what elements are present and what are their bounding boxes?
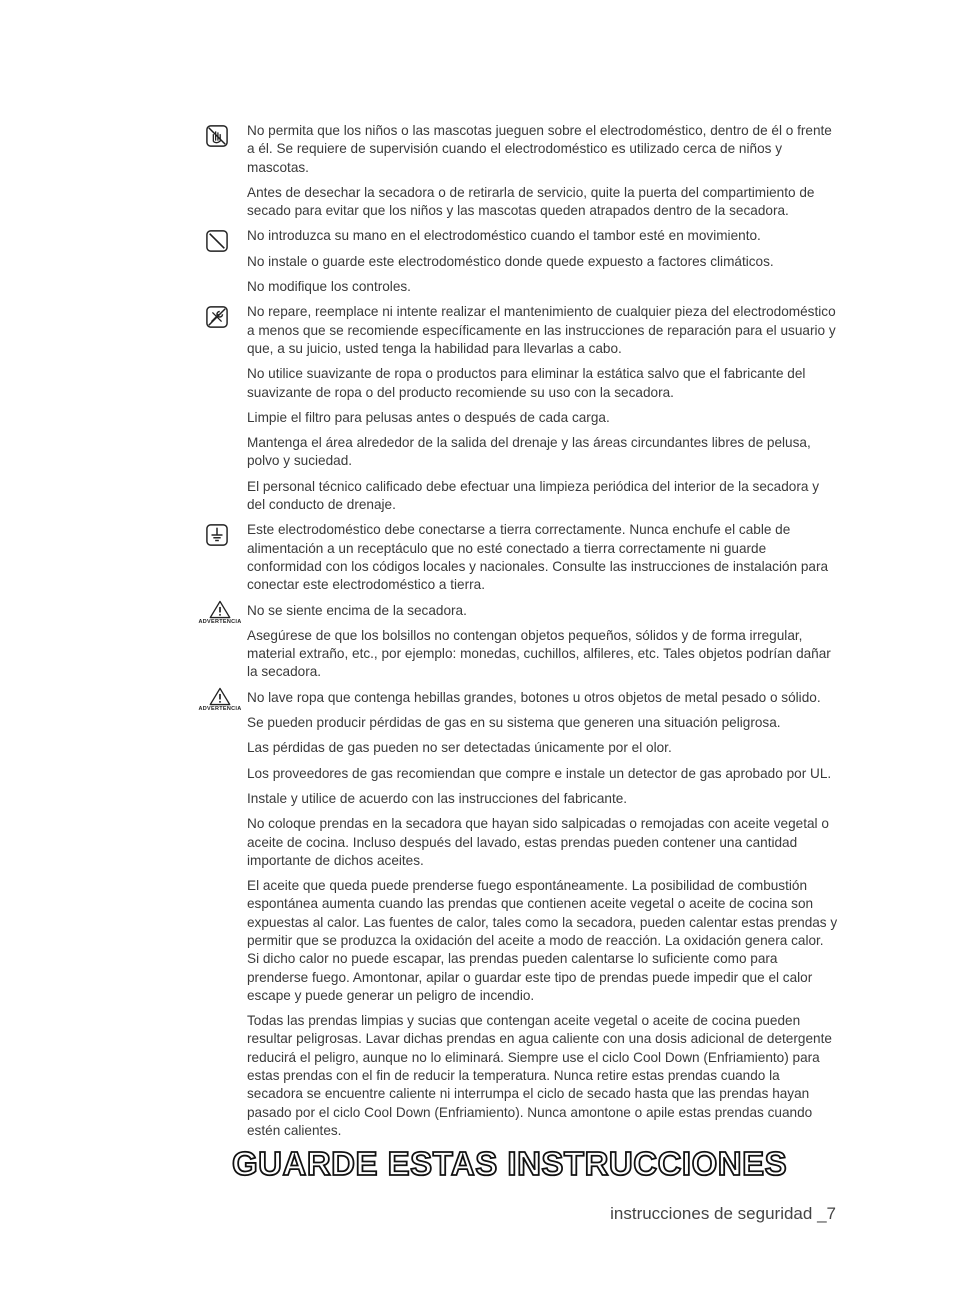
instruction-paragraph xyxy=(247,521,839,594)
paragraph-text: Los proveedores de gas recomiendan que compre e instale un detector de gas aprobado por UL. xyxy=(247,765,832,781)
warning-icon xyxy=(195,687,245,706)
instruction-paragraph xyxy=(247,790,839,808)
safety-instructions-body xyxy=(198,122,839,1147)
paragraph-text: Instale y utilice de acuerdo con las instrucciones del fabricante. xyxy=(247,790,628,806)
warning-badge xyxy=(195,687,245,712)
prohibited-icon xyxy=(206,230,228,252)
paragraph-text: No instale o guarde este electrodoméstico donde quede expuesto a factores climáticos. xyxy=(247,253,774,269)
paragraph-text: No utilice suavizante de ropa o productos para eliminar la estática salvo que el fabricante del suavizante de ropa o del producto recomiende su uso con la secadora. xyxy=(247,366,806,400)
paragraph-text: Todas las prendas limpias y sucias que contengan aceite vegetal o aceite de cocina pueden resultar peligrosas. Lavar dichas prendas en agua caliente con una dosis adicional de detergente reducirá el peligro, aunque no lo eliminará. Siempre use el ciclo Cool Down (Enfriamiento) para estas prendas con el fin de reducir la temperatura. Nunca retire estas prendas cuando la secadora se encuentre caliente ni interrumpa el ciclo de secado hasta que las prendas hayan pasado por el ciclo Cool Down (Enfriamiento). Nunca amontone o apile estas prendas cuando estén calientes. xyxy=(247,1013,832,1138)
instruction-paragraph xyxy=(247,627,839,682)
instruction-paragraph xyxy=(247,253,839,271)
warning-badge xyxy=(195,600,245,625)
ground-icon xyxy=(206,524,228,546)
paragraph-text: Limpie el filtro para pelusas antes o después de cada carga. xyxy=(247,409,610,425)
paragraph-text: Mantenga el área alrededor de la salida del drenaje y las áreas circundantes libres de pelusa, polvo y suciedad. xyxy=(247,435,811,469)
paragraph-text: No coloque prendas en la secadora que hayan sido salpicadas o remojadas con aceite vegetal o aceite de cocina. Incluso después del lavado, estas prendas pueden contener una cantidad importante de dichos aceites. xyxy=(247,816,829,868)
page-footer xyxy=(610,1204,836,1224)
paragraph-text: No lave ropa que contenga hebillas grandes, botones u otros objetos de metal pesado o sólido. xyxy=(247,689,821,705)
warning-label: ADVERTENCIA xyxy=(198,618,242,625)
paragraph-text: Las pérdidas de gas pueden no ser detectadas únicamente por el olor. xyxy=(247,740,672,756)
no-disassemble-icon xyxy=(206,306,228,328)
paragraph-text: No modifique los controles. xyxy=(247,279,411,295)
page-number: _7 xyxy=(817,1204,836,1223)
instruction-paragraph xyxy=(198,602,839,625)
no-touch-icon xyxy=(206,125,228,147)
warning-label: ADVERTENCIA xyxy=(198,705,242,712)
instruction-paragraph xyxy=(247,365,839,402)
paragraph-text: Este electrodoméstico debe conectarse a tierra correctamente. Nunca enchufe el cable de alimentación a un receptáculo que no esté conectado a tierra correctamente ni guarde conformidad con los códigos locales y nacionales. Consulte las instrucciones de instalación para conectar este electrodoméstico a tierra. xyxy=(247,522,829,593)
paragraph-text: No repare, reemplace ni intente realizar el mantenimiento de cualquier pieza del electrodoméstico a menos que se recomiende específicamente en las instrucciones de reparación para el usuario y que, a su juicio, usted tenga la habilidad para llevarlas a cabo. xyxy=(247,304,836,356)
paragraph-text: No se siente encima de la secadora. xyxy=(247,602,467,618)
instruction-paragraph xyxy=(247,434,839,471)
instruction-paragraph xyxy=(247,184,839,221)
footer-section-title: instrucciones de seguridad xyxy=(610,1204,813,1223)
instruction-paragraph xyxy=(247,278,839,296)
instruction-paragraph xyxy=(247,227,839,245)
instruction-paragraph xyxy=(247,1012,839,1140)
instruction-paragraph xyxy=(247,122,839,177)
instruction-paragraph xyxy=(247,815,839,870)
instruction-paragraph xyxy=(247,409,839,427)
paragraph-text: No introduzca su mano en el electrodoméstico cuando el tambor esté en movimiento. xyxy=(247,228,761,244)
instruction-paragraph xyxy=(247,714,839,732)
instruction-paragraph xyxy=(247,478,839,515)
instruction-paragraph xyxy=(247,739,839,757)
paragraph-text: No permita que los niños o las mascotas jueguen sobre el electrodoméstico, dentro de él o frente a él. Se requiere de supervisión cuando el electrodoméstico es utilizado cerca de niños y mascotas. xyxy=(247,123,832,175)
paragraph-text: Se pueden producir pérdidas de gas en su sistema que generen una situación peligrosa. xyxy=(247,715,781,731)
paragraph-text: El personal técnico calificado debe efectuar una limpieza periódica del interior de la secadora y del conducto de drenaje. xyxy=(247,478,820,513)
instruction-paragraph xyxy=(247,877,839,1005)
paragraph-text: Antes de desechar la secadora o de retirarla de servicio, quite la puerta del compartimiento de secado para evitar que los niños y las mascotas queden atrapados dentro de la secadora. xyxy=(247,184,815,219)
instruction-paragraph xyxy=(247,303,839,358)
warning-icon xyxy=(195,600,245,619)
paragraph-text: Asegúrese de que los bolsillos no contengan objetos pequeños, sólidos y de forma irregular, material extraño, etc., por ejemplo: monedas, cuchillos, alfileres, etc. Tales objetos podrían dañar la secadora. xyxy=(247,627,831,680)
instruction-paragraph xyxy=(247,765,839,783)
instruction-paragraph xyxy=(198,689,839,712)
paragraph-text: El aceite que queda puede prenderse fuego espontáneamente. La posibilidad de combustión espontánea aumenta cuando las prendas que contienen aceite vegetal o aceite de cocina son expuestas al calor. Las fuentes de calor, tales como la secadora, pueden calentar estas prendas y permitir que se produzca la oxidación del aceite a modo de reacción. La oxidación genera calor. Si dicho calor no puede escapar, las prendas pueden calentarse lo suficiente como para prenderse fuego. Amontonar, apilar o guardar este tipo de prendas puede impedir que el calor escape y puede generar un peligro de incendio. xyxy=(247,878,838,1003)
section-heading: GUARDE ESTAS INSTRUCCIONES xyxy=(232,1145,788,1182)
